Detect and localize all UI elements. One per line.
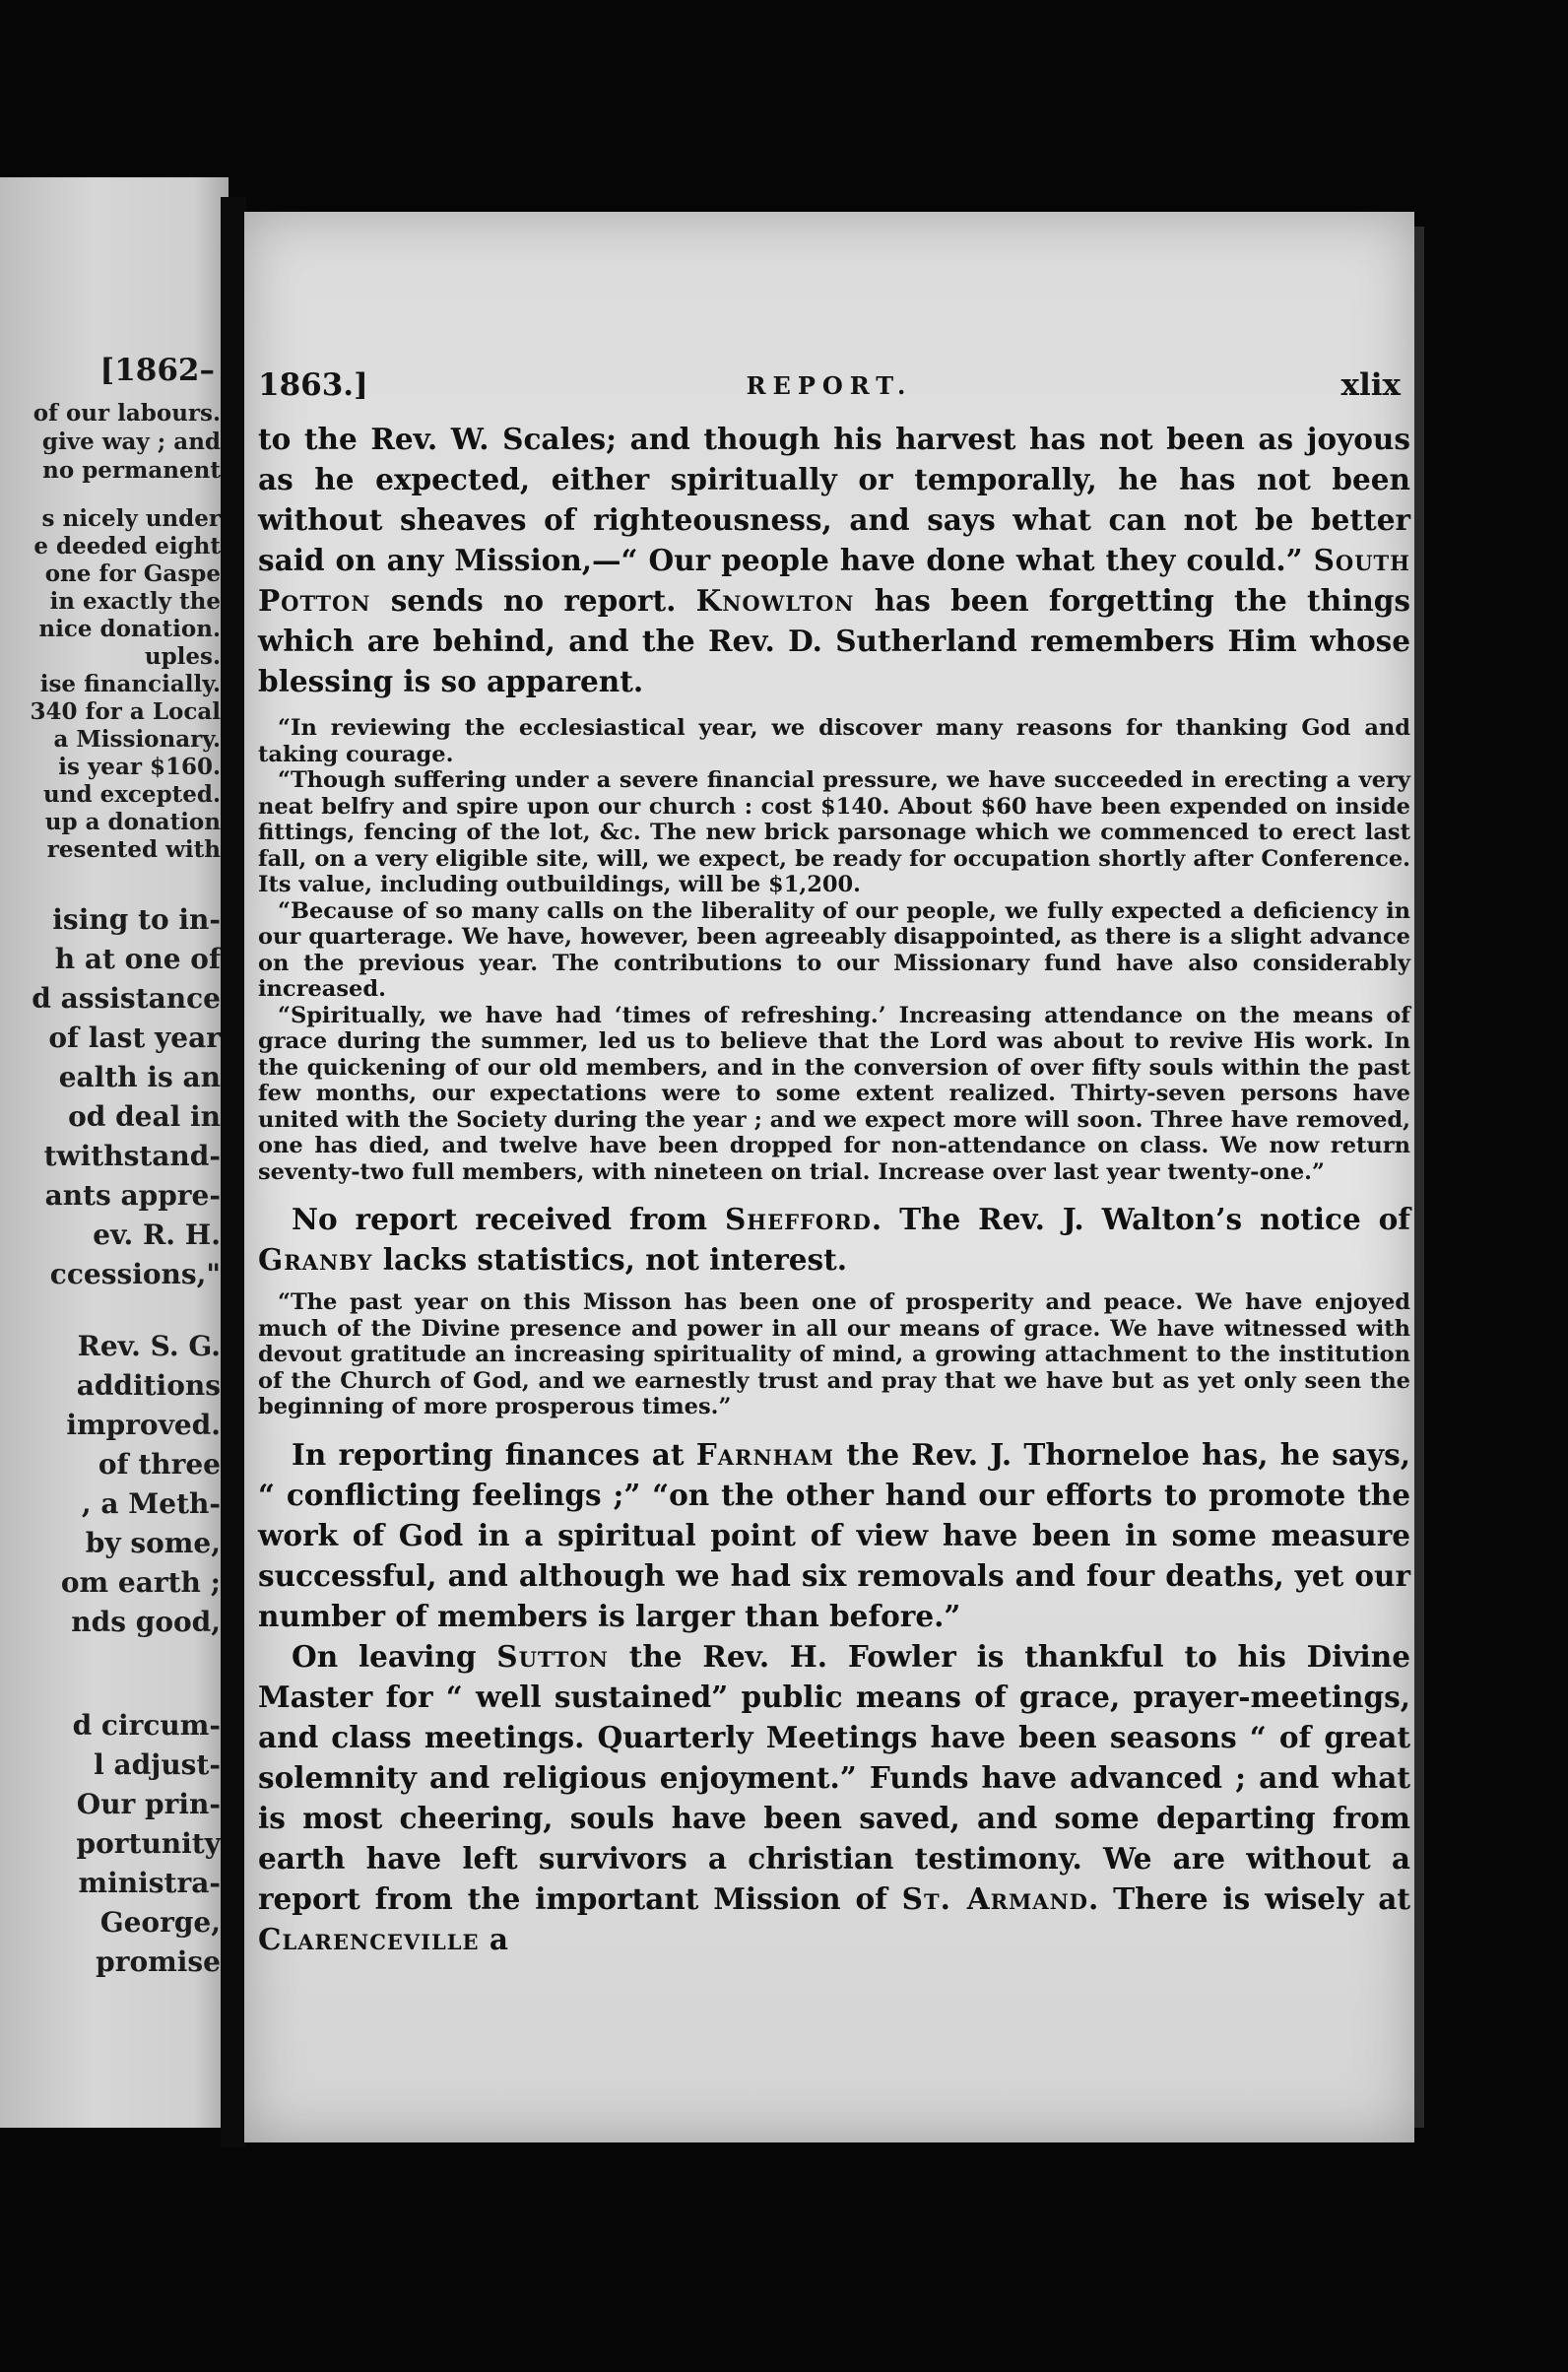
previous-page-line: , a Meth- (81, 1487, 221, 1520)
page-gutter (221, 197, 246, 2147)
quote-granby (258, 1289, 1410, 1420)
previous-page-line: ising to in- (52, 903, 221, 936)
previous-page-line: promise (96, 1945, 221, 1978)
paragraph-shefford (258, 1199, 1410, 1280)
previous-page-header: [1862– (99, 353, 215, 388)
previous-page-line: ccessions," (49, 1258, 221, 1290)
paragraph-scales (258, 419, 1410, 701)
previous-page-line: ev. R. H. (93, 1219, 221, 1251)
page-number: xlix (1340, 367, 1401, 403)
previous-page-line: h at one of (54, 943, 221, 975)
previous-page-line: d circum- (72, 1709, 221, 1742)
quote-paragraph: “Though suffering under a severe financial pressure, we have succeeded in erecting a very neat belfry and spire upon our church : cost $140. About $60 have been expended on inside fittings, fencing of the lot, &c. The new brick parsonage which we commenced to erect last fall, on a very eligible site, will, we expect, be ready for occupation shortly after Conference. Its value, including outbuildings, will be $1,200. (258, 767, 1410, 897)
quote-paragraph: “Because of so many calls on the liberality of our people, we fully expected a deficiency in our quarterage. We have, however, been agreeably disappointed, as there is a slight advance on the previous year. The contributions to our Missionary fund have also considerably increased. (258, 897, 1410, 1002)
previous-page-line: of three (98, 1448, 221, 1481)
previous-page-line: of last year (48, 1021, 221, 1054)
place-name: Sutton (496, 1638, 609, 1674)
previous-page-line: a Missionary. (53, 726, 221, 753)
previous-page-line: up a donation (44, 809, 221, 835)
text-run: a (479, 1921, 508, 1956)
previous-page-line: Rev. S. G. (77, 1330, 221, 1362)
text-run: In reporting finances at (292, 1436, 696, 1472)
place-name: St. Armand (901, 1880, 1088, 1916)
previous-page-line: is year $160. (58, 754, 221, 780)
previous-page-line: s nicely under (41, 505, 221, 532)
place-name: South Potton (258, 543, 1410, 618)
previous-page-line: twithstand- (43, 1140, 221, 1172)
previous-page-line: ealth is an (58, 1061, 221, 1093)
report-page (244, 212, 1414, 2142)
quote-paragraph: “Spiritually, we have had ‘times of refreshing.’ Increasing attendance on the means of grace during the summer, led us to believe that the Lord was about to revive His work. In the quickening of our old members, and in the conversion of over fifty souls within the past few months, our expectations were to some extent realized. Thirty-seven persons have united with the Society during the year ; and we expect more will soon. Three have removed, one has died, and twelve have been dropped for non-attendance on class. We now return seventy-two full members, with nineteen on trial. Increase over last year twenty-one.” (258, 1002, 1410, 1185)
place-name: Clarenceville (258, 1921, 480, 1956)
previous-page-line: uples. (144, 643, 221, 670)
previous-page-line: resented with (46, 836, 221, 863)
previous-page-fragment (0, 177, 229, 2128)
quote-knowlton (258, 715, 1410, 1185)
place-name: Granby (258, 1242, 373, 1277)
previous-page-line: additions (76, 1369, 221, 1402)
previous-page-line: no permanent (42, 457, 221, 484)
paragraph-farnham (258, 1434, 1410, 1636)
previous-page-line: om earth ; (60, 1566, 221, 1599)
text-run: sends no report. (370, 583, 696, 618)
previous-page-line: nice donation. (38, 616, 221, 642)
previous-page-line: nds good, (71, 1606, 221, 1638)
text-run: On leaving (292, 1638, 497, 1674)
previous-page-line: ants appre- (44, 1179, 221, 1212)
text-run: lacks statistics, not interest. (372, 1242, 848, 1277)
previous-page-line: und excepted. (43, 781, 221, 808)
previous-page-line: George, (99, 1906, 221, 1939)
previous-page-line: improved. (66, 1409, 221, 1441)
place-name: Knowlton (695, 583, 855, 618)
header-title: REPORT. (746, 371, 913, 400)
previous-page-line: in exactly the (49, 588, 221, 615)
previous-page-line: od deal in (68, 1100, 221, 1133)
previous-page-line: by some, (85, 1527, 221, 1559)
previous-page-line: l adjust- (94, 1748, 221, 1781)
running-header (258, 367, 1401, 407)
header-year: 1863.] (258, 367, 368, 403)
paragraph-sutton (258, 1636, 1410, 1959)
previous-page-line: d assistance (32, 982, 221, 1015)
quote-paragraph: “In reviewing the ecclesiastical year, we discover many reasons for thanking God and taking courage. (258, 715, 1410, 767)
text-run: No report received from (292, 1202, 725, 1236)
previous-page-line: 340 for a Local (30, 698, 221, 725)
page-body (258, 419, 1410, 1959)
previous-page-line: e deeded eight (33, 533, 221, 560)
place-name: Farnham (695, 1436, 835, 1472)
text-run: . There is wisely at (1088, 1880, 1410, 1916)
previous-page-line: of our labours. (33, 400, 221, 427)
previous-page-line: ministra- (78, 1867, 221, 1899)
text-run: to the Rev. W. Scales; and though his harvest has not been as joyous as he expected, either spiritually or temporally, he has not been without sheaves of righteousness, and says what can not be better said on any Mission,—“ Our people have done what they could.” (258, 422, 1410, 577)
quote-paragraph: “The past year on this Misson has been one of prosperity and peace. We have enjoyed much of the Divine presence and power in all our means of grace. We have witnessed with devout gratitude an increasing spirituality of mind, a growing attachment to the institution of the Church of God, and we earnestly trust and pray that we have but as yet only seen the beginning of more prosperous times.” (258, 1289, 1410, 1419)
page-edge-shadow (1414, 227, 1424, 2128)
previous-page-line: ise financially. (39, 671, 221, 697)
place-name: Shefford (724, 1202, 872, 1236)
previous-page-line: portunity (76, 1827, 221, 1860)
text-run: . The Rev. J. Walton’s notice of (871, 1202, 1410, 1236)
previous-page-line: one for Gaspe (44, 560, 221, 587)
previous-page-line: give way ; and (41, 428, 221, 455)
text-run: the Rev. H. Fowler is thankful to his Divine Master for “ well sustained” public means of grace, prayer-meetings, and class meetings. Quarterly Meetings have been seasons “ of great solemnity and religious enjoyment.” Funds have advanced ; and what is most cheering, souls have been saved, and some departing from earth have left survivors a christian testimony. We are without a report from the important Mission of (258, 1638, 1410, 1916)
text-run: has been forgetting the things which are behind, and the Rev. D. Sutherland remembers Him whose blessing is so apparent. (258, 583, 1410, 698)
text-run: the Rev. J. Thorneloe has, he says, “ conflicting feelings ;” “on the other hand our efforts to promote the work of God in a spiritual point of view have been in some measure successful, and although we had six removals and four deaths, yet our number of members is larger than before.” (258, 1436, 1410, 1633)
previous-page-line: Our prin- (76, 1788, 221, 1820)
